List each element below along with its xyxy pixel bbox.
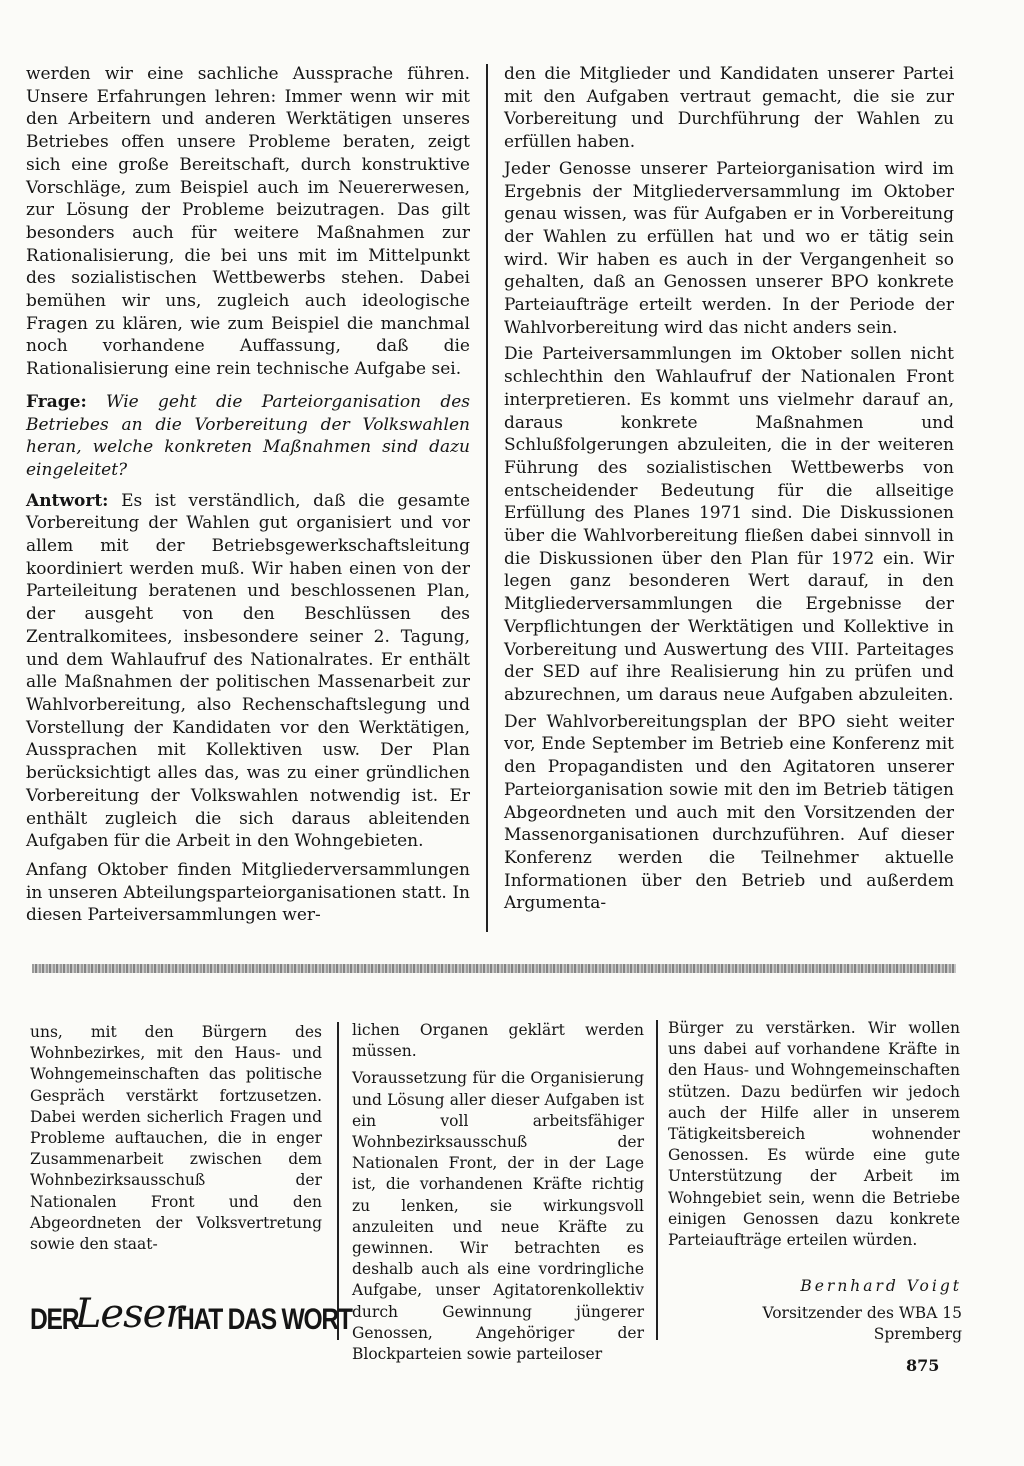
bottom-column-1 bbox=[30, 1022, 322, 1255]
column-divider bbox=[656, 1020, 658, 1340]
question-block bbox=[26, 391, 470, 482]
paragraph: Der Wahlvorbereitungsplan der BPO sieht weiter vor, Ende September im Betrieb eine Konferenz mit den Propagandisten und den Agitatoren unserer Parteiorganisation sowie mit den im Betrieb tätigen Abgeordneten und auch mit den Vorsitzenden der Massenorganisationen durchzuführen. Auf dieser Konferenz werden die Teilnehmer aktuelle Informationen über den Betrieb und außerdem Argumenta- bbox=[504, 711, 954, 914]
paragraph: den die Mitglieder und Kandidaten unserer Partei mit den Aufgaben vertraut gemacht, die sie zur Vorbereitung und Durchführung der Wahlen zu erfüllen haben. bbox=[504, 64, 954, 153]
signature-place: Spremberg bbox=[873, 1325, 962, 1343]
masthead-hat-das-wort: HAT DAS WORT bbox=[177, 1303, 353, 1336]
paragraph: Anfang Oktober finden Mitgliederversammlungen in unseren Abteilungsparteiorganisationen statt. In diesen Parteiversammlungen wer- bbox=[26, 859, 470, 926]
section-separator bbox=[32, 964, 956, 973]
top-left-column bbox=[26, 63, 470, 927]
masthead-leser: Leser bbox=[74, 1291, 184, 1337]
page-number: 875 bbox=[906, 1356, 940, 1375]
paragraph: uns, mit den Bürgern des Wohnbezirkes, mit den Haus- und Wohngemeinschaften das politische Gespräch verstärkt fortzusetzen. Dabei werden sicherlich Fragen und Probleme auftauchen, die in enger Zusammenarbeit zwischen dem Wohnbezirksausschuß der Nationalen Front und den Abgeordneten der Volksvertretung sowie den staat- bbox=[30, 1023, 322, 1254]
paragraph: werden wir eine sachliche Aussprache führen. Unsere Erfahrungen lehren: Immer wenn wir mit den Arbeitern und anderen Werktätigen unseres Betriebes offen unsere Probleme beraten, zeigt sich eine große Bereitschaft, durch konstruktive Vorschläge, zum Beispiel auch im Neuererwesen, zur Lösung der Probleme beizutragen. Das gilt besonders auch für weitere Maßnahmen zur Rationalisierung, die bei uns mit im Mittelpunkt des sozialistischen Wettbewerbs stehen. Dabei bemühen wir uns, zugleich auch ideologische Fragen zu klären, wie zum Beispiel die manchmal noch vorhandene Auffassung, daß die Rationalisierung eine rein technische Aufgabe sei. bbox=[26, 64, 470, 380]
answer-text: Es ist verständlich, daß die gesamte Vorbereitung der Wahlen gut organisiert und vor allem mit der Betriebsgewerkschaftsleitung koordiniert werden muß. Wir haben einen von der Parteileitung beratenen und beschlossenen Plan, der ausgeht von den Beschlüssen des Zentralkomitees, insbesondere seiner 2. Tagung, und dem Wahlaufruf des Nationalrates. Er enthält alle Maßnahmen der politischen Massenarbeit zur Wahlvorbereitung, also Rechenschaftslegung und Vorstellung der Kandidaten vor den Werktätigen, Aussprachen mit Kollektiven usw. Der Plan berücksichtigt alles das, was zu einer gründlichen Vorbereitung der Volkswahlen notwendig ist. Er enthält zugleich die sich daraus ableitenden Aufgaben für die Arbeit in den Wohngebieten. bbox=[26, 490, 471, 852]
paragraph: Jeder Genosse unserer Parteiorganisation wird im Ergebnis der Mitgliederversammlung im Oktober genau wissen, was für Aufgaben er in Vorbereitung der Wahlen zu erfüllen hat und wo er tätig sein wird. Wir haben es auch in der Vergangenheit so gehalten, daß an Genossen unserer BPO konkrete Parteiaufträge erteilt werden. In der Periode der Wahlvorbereitung wird das nicht anders sein. bbox=[504, 158, 954, 338]
signature-role: Vorsitzender des WBA 15 bbox=[762, 1304, 962, 1322]
answer-block bbox=[26, 490, 470, 853]
bottom-column-3 bbox=[668, 1018, 960, 1251]
bottom-column-2 bbox=[352, 1020, 644, 1365]
paragraph: lichen Organen geklärt werden müssen. bbox=[352, 1021, 644, 1061]
top-right-column bbox=[504, 63, 954, 915]
masthead-logo bbox=[30, 1291, 353, 1344]
column-divider bbox=[337, 1022, 339, 1340]
signature-name: Bernhard Voigt bbox=[800, 1277, 962, 1295]
paragraph: Voraussetzung für die Organisierung und Lösung aller dieser Aufgaben ist ein voll arbeitsfähiger Wohnbezirksausschuß der Nationalen Front, der in der Lage ist, die vorhandenen Kräfte richtig zu lenken, sie wirkungsvoll anzuleiten und neue Kräfte zu gewinnen. Wir betrachten es deshalb auch als eine vordringliche Aufgabe, unser Agitatorenkollektiv durch Gewinnung jüngerer Genossen, Angehöriger der Blockparteien sowie parteiloser bbox=[352, 1069, 644, 1364]
paragraph: Die Parteiversammlungen im Oktober sollen nicht schlechthin den Wahlaufruf der Nationalen Front interpretieren. Es kommt uns vielmehr darauf an, daraus konkrete Maßnahmen und Schlußfolgerungen abzuleiten, die in der weiteren Führung des sozialistischen Wettbewerbs von entscheidender Bedeutung für die allseitige Erfüllung des Planes 1971 sind. Die Diskussionen über die Wahlvorbereitung fließen dabei sinnvoll in die Diskussionen über den Plan für 1972 ein. Wir legen ganz besonderen Wert darauf, in den Mitgliederversammlungen die Ergebnisse der Verpflichtungen der Werktätigen und Kollektive in Vorbereitung und Auswertung des VIII. Parteitages der SED auf ihre Realisierung hin zu prüfen und abzurechnen, um daraus neue Aufgaben abzuleiten. bbox=[504, 344, 954, 705]
paragraph: Bürger zu verstärken. Wir wollen uns dabei auf vorhandene Kräfte in den Haus- und Wohngemeinschaften stützen. Dazu bedürfen wir jedoch auch der Hilfe aller in unserem Tätigkeitsbereich wohnender Genossen. Es würde eine gute Unterstützung der Arbeit im Wohngebiet sein, wenn die Betriebe einigen Genossen dazu konkrete Parteiaufträge erteilen würden. bbox=[668, 1019, 960, 1250]
masthead-der: DER bbox=[30, 1303, 79, 1336]
question-label: Frage: bbox=[26, 391, 87, 412]
signature bbox=[712, 1276, 962, 1345]
answer-label: Antwort: bbox=[26, 490, 109, 511]
column-divider bbox=[486, 64, 488, 932]
question-text: Wie geht die Parteiorganisation des Betriebes an die Vorbereitung der Volkswahlen heran, welche konkreten Maßnahmen sind dazu eingeleitet? bbox=[26, 391, 470, 480]
